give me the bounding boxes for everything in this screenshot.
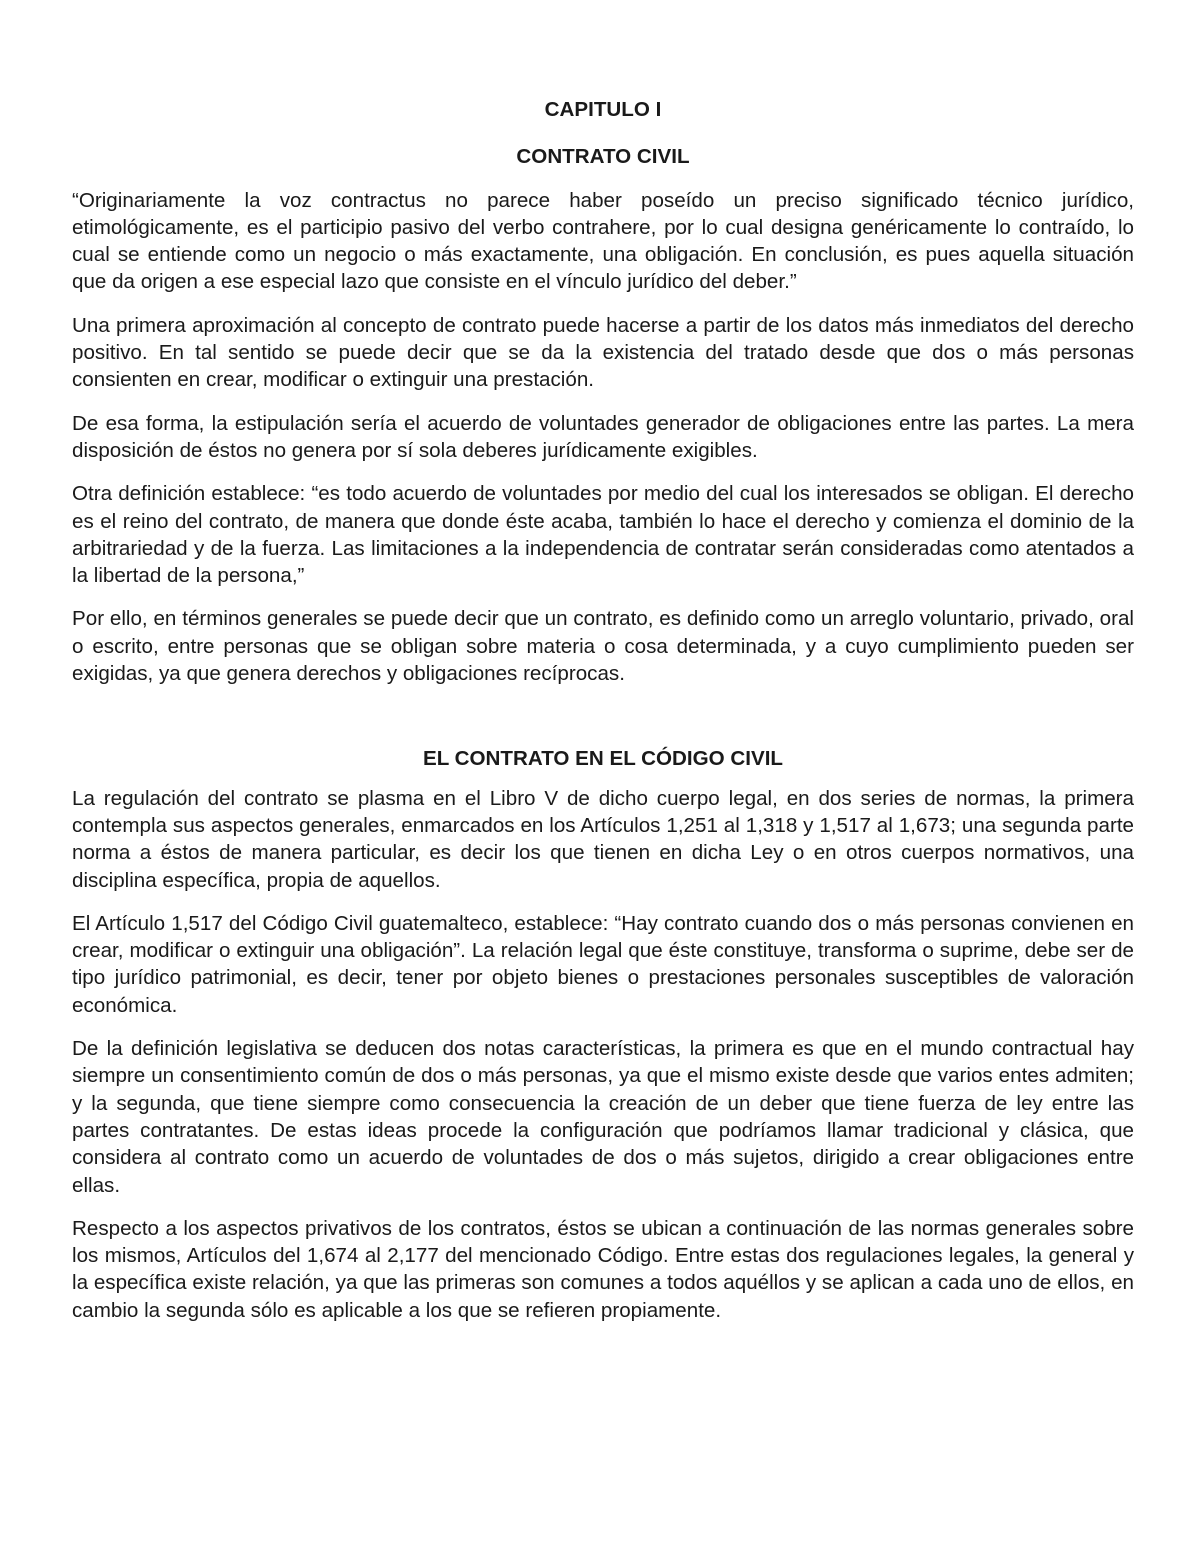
chapter-title: CONTRATO CIVIL <box>516 145 690 169</box>
paragraph-origin-quote: “Originariamente la voz contractus no parece haber poseído un preciso significado técnico jurídico, etimológicamente, es el participio pasivo del verbo contrahere, por lo cual designa genéricamente lo contraído, lo cual se entiende como un negocio o más exactamente, una obligación. En conclusión, es pues aquella situación que da origen a ese especial lazo que consiste en el vínculo jurídico del deber.” <box>72 188 1134 294</box>
paragraph-first-approximation: Una primera aproximación al concepto de contrato puede hacerse a partir de los datos más inmediatos del derecho positivo. En tal sentido se puede decir que se da la existencia del tratado desde que dos o más personas consienten en crear, modificar o extinguir una prestación. <box>72 313 1134 392</box>
paragraph-regulation: La regulación del contrato se plasma en el Libro V de dicho cuerpo legal, en dos series de normas, la primera contempla sus aspectos generales, enmarcados en los Artículos 1,251 al 1,318 y 1,517 al 1,673; una segunda parte norma a éstos de manera particular, es decir los que tienen en dicha Ley o en otros cuerpos normativos, una disciplina específica, propia de aquellos. <box>72 786 1134 892</box>
chapter-heading: CAPITULO I <box>544 98 662 121</box>
paragraph-legislative-definition: De la definición legislativa se deducen dos notas características, la primera es que en el mundo contractual hay siempre un consentimiento común de dos o más personas, ya que el mismo existe desde que varios entes admiten; y la segunda, que tiene siempre como consecuencia la creación de un deber que tiene fuerza de ley entre las partes contratantes. De estas ideas procede la configuración que podríamos llamar tradicional y clásica, que considera al contrato como un acuerdo de voluntades de dos o más sujetos, dirigido a crear obligaciones entre ellas. <box>72 1037 1134 1197</box>
paragraph-other-definition: Otra definición establece: “es todo acuerdo de voluntades por medio del cual los interesados se obligan. El derecho es el reino del contrato, de manera que donde éste acaba, también lo hace el derecho y comienza el dominio de la arbitrariedad y de la fuerza. Las limitaciones a la independencia de contratar serán consideradas como atentados a la libertad de la persona,” <box>72 482 1134 588</box>
paragraph-general-terms: Por ello, en términos generales se puede decir que un contrato, es definido como un arreglo voluntario, privado, oral o escrito, entre personas que se obligan sobre materia o cosa determinada, y a cuyo cumplimiento pueden ser exigidas, ya que genera derechos y obligaciones recíprocas. <box>72 607 1134 686</box>
section-title-civil-code: EL CONTRATO EN EL CÓDIGO CIVIL <box>422 747 784 771</box>
paragraph-article-1517: El Artículo 1,517 del Código Civil guatemalteco, establece: “Hay contrato cuando dos o más personas convienen en crear, modificar o extinguir una obligación”. La relación legal que éste constituye, transforma o suprime, debe ser de tipo jurídico patrimonial, es decir, tener por objeto bienes o prestaciones personales susceptibles de valoración económica. <box>72 911 1134 1017</box>
paragraph-stipulation: De esa forma, la estipulación sería el acuerdo de voluntades generador de obligaciones entre las partes. La mera disposición de éstos no genera por sí sola deberes jurídicamente exigibles. <box>72 411 1134 462</box>
paragraph-private-aspects: Respecto a los aspectos privativos de los contratos, éstos se ubican a continuación de las normas generales sobre los mismos, Artículos del 1,674 al 2,177 del mencionado Código. Entre estas dos regulaciones legales, la general y la específica existe relación, ya que las primeras son comunes a todos aquéllos y se aplican a cada uno de ellos, en cambio la segunda sólo es aplicable a los que se refieren propiamente. <box>72 1216 1134 1322</box>
